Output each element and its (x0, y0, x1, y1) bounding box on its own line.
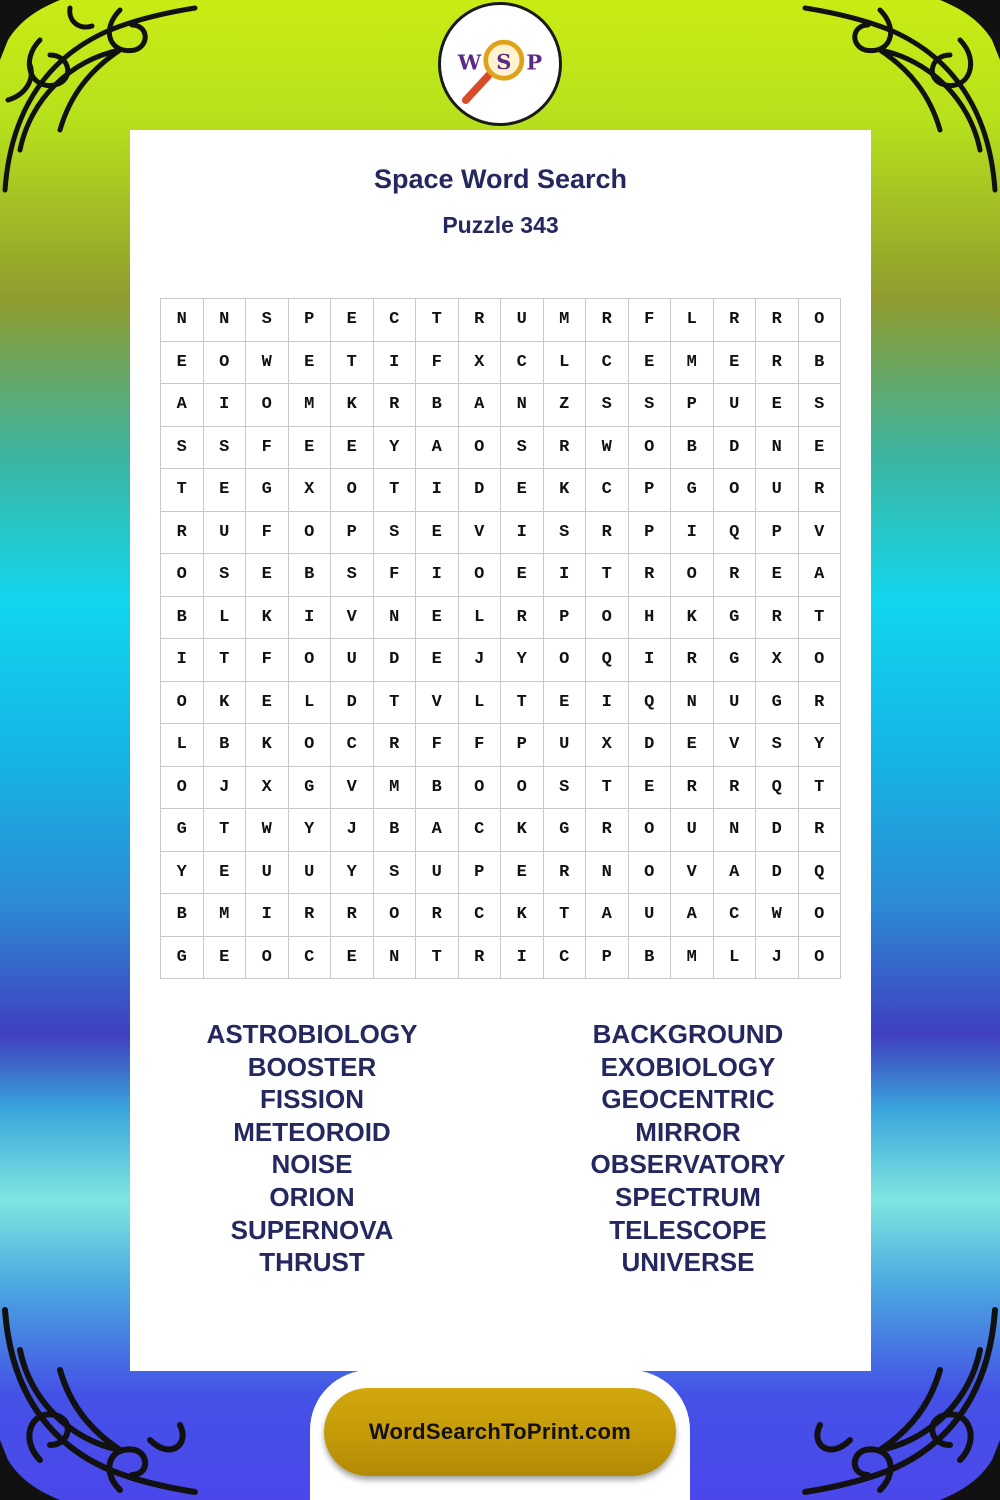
grid-cell[interactable]: R (416, 894, 459, 937)
grid-cell[interactable]: U (246, 852, 289, 895)
grid-cell[interactable]: L (459, 597, 502, 640)
grid-cell[interactable]: O (246, 937, 289, 980)
grid-cell[interactable]: O (799, 639, 842, 682)
grid-cell[interactable]: O (459, 427, 502, 470)
grid-cell[interactable]: S (204, 427, 247, 470)
grid-cell[interactable]: D (629, 724, 672, 767)
word-list-item: FISSION (259, 1084, 364, 1115)
word-list-item: OBSERVATORY (590, 1149, 786, 1180)
grid-cell[interactable]: M (204, 894, 247, 937)
grid-cell[interactable]: E (161, 342, 204, 385)
grid-cell[interactable]: P (331, 512, 374, 555)
word-list-item: UNIVERSE (621, 1247, 755, 1278)
grid-cell[interactable]: P (629, 469, 672, 512)
word-list-item: METEOROID (233, 1116, 391, 1147)
grid-cell[interactable]: D (374, 639, 417, 682)
grid-cell[interactable]: O (799, 894, 842, 937)
word-list-left-column (162, 1018, 462, 1279)
grid-cell[interactable]: O (799, 937, 842, 980)
logo-letter-w: W (457, 49, 482, 75)
grid-cell[interactable]: E (331, 427, 374, 470)
grid-cell[interactable]: L (161, 724, 204, 767)
grid-cell[interactable]: K (544, 469, 587, 512)
grid-cell[interactable]: A (416, 809, 459, 852)
grid-cell[interactable]: O (289, 724, 332, 767)
grid-cell[interactable]: E (501, 554, 544, 597)
grid-cell[interactable]: S (161, 427, 204, 470)
grid-cell[interactable]: H (629, 597, 672, 640)
grid-cell[interactable]: I (416, 554, 459, 597)
grid-cell[interactable]: G (246, 469, 289, 512)
grid-cell[interactable]: X (246, 767, 289, 810)
grid-cell[interactable]: E (204, 937, 247, 980)
grid-cell[interactable]: O (586, 597, 629, 640)
grid-cell[interactable]: Q (586, 639, 629, 682)
grid-cell[interactable]: L (459, 682, 502, 725)
grid-cell[interactable]: N (714, 809, 757, 852)
grid-cell[interactable]: W (756, 894, 799, 937)
grid-cell[interactable]: C (374, 299, 417, 342)
grid-cell[interactable]: V (799, 512, 842, 555)
grid-cell[interactable]: E (416, 597, 459, 640)
grid-cell[interactable]: M (671, 937, 714, 980)
grid-cell[interactable]: I (374, 342, 417, 385)
grid-cell[interactable]: I (501, 512, 544, 555)
word-list-item: MIRROR (635, 1116, 741, 1147)
grid-cell[interactable]: Y (799, 724, 842, 767)
site-logo[interactable] (438, 2, 562, 126)
grid-cell[interactable]: P (756, 512, 799, 555)
grid-cell[interactable]: R (374, 384, 417, 427)
grid-cell[interactable]: T (204, 809, 247, 852)
grid-cell[interactable]: L (671, 299, 714, 342)
grid-cell[interactable]: U (204, 512, 247, 555)
grid-cell[interactable]: F (629, 299, 672, 342)
grid-cell[interactable]: C (544, 937, 587, 980)
grid-cell[interactable]: U (629, 894, 672, 937)
grid-cell[interactable]: R (459, 299, 502, 342)
grid-cell[interactable]: V (416, 682, 459, 725)
grid-cell[interactable]: A (161, 384, 204, 427)
grid-cell[interactable]: E (501, 852, 544, 895)
grid-cell[interactable]: I (161, 639, 204, 682)
grid-cell[interactable]: B (289, 554, 332, 597)
grid-cell[interactable]: C (459, 894, 502, 937)
word-list-item: TELESCOPE (609, 1214, 767, 1245)
grid-cell[interactable]: T (501, 682, 544, 725)
grid-cell[interactable]: E (714, 342, 757, 385)
grid-cell[interactable]: Y (161, 852, 204, 895)
grid-cell[interactable]: R (799, 809, 842, 852)
grid-cell[interactable]: E (629, 767, 672, 810)
grid-cell[interactable]: O (289, 639, 332, 682)
grid-cell[interactable]: P (671, 384, 714, 427)
grid-cell[interactable]: R (586, 512, 629, 555)
grid-cell[interactable]: P (459, 852, 502, 895)
grid-cell[interactable]: U (416, 852, 459, 895)
grid-cell[interactable]: R (756, 597, 799, 640)
grid-cell[interactable]: O (501, 767, 544, 810)
grid-cell[interactable]: N (756, 427, 799, 470)
word-list-item: NOISE (271, 1149, 353, 1180)
grid-cell[interactable]: P (544, 597, 587, 640)
grid-cell[interactable]: M (544, 299, 587, 342)
grid-cell[interactable]: E (501, 469, 544, 512)
grid-cell[interactable]: R (459, 937, 502, 980)
grid-cell[interactable]: J (756, 937, 799, 980)
grid-cell[interactable]: S (501, 427, 544, 470)
grid-cell[interactable]: T (586, 767, 629, 810)
grid-cell[interactable]: I (671, 512, 714, 555)
grid-cell[interactable]: Y (501, 639, 544, 682)
grid-cell[interactable]: O (289, 512, 332, 555)
grid-cell[interactable]: K (246, 597, 289, 640)
grid-cell[interactable]: Q (629, 682, 672, 725)
grid-cell[interactable]: N (586, 852, 629, 895)
grid-cell[interactable]: S (246, 299, 289, 342)
grid-cell[interactable]: E (246, 682, 289, 725)
page-title: Space Word Search (373, 164, 628, 194)
grid-cell[interactable]: R (629, 554, 672, 597)
grid-cell[interactable]: I (501, 937, 544, 980)
word-list-right-column (538, 1018, 838, 1279)
grid-cell[interactable]: R (544, 427, 587, 470)
word-list-item: SUPERNOVA (230, 1214, 394, 1245)
grid-cell[interactable]: S (331, 554, 374, 597)
grid-cell[interactable]: X (586, 724, 629, 767)
grid-cell[interactable]: G (714, 597, 757, 640)
grid-cell[interactable]: S (204, 554, 247, 597)
grid-cell[interactable]: N (671, 682, 714, 725)
grid-cell[interactable]: E (671, 724, 714, 767)
grid-cell[interactable]: Q (799, 852, 842, 895)
grid-cell[interactable]: K (204, 682, 247, 725)
grid-cell[interactable]: C (501, 342, 544, 385)
grid-cell[interactable]: F (374, 554, 417, 597)
grid-cell[interactable]: T (374, 682, 417, 725)
grid-cell[interactable]: P (501, 724, 544, 767)
grid-cell[interactable]: N (501, 384, 544, 427)
grid-cell[interactable]: A (416, 427, 459, 470)
grid-cell[interactable]: T (586, 554, 629, 597)
grid-cell[interactable]: O (161, 767, 204, 810)
grid-cell[interactable]: O (629, 809, 672, 852)
grid-cell[interactable]: E (331, 937, 374, 980)
grid-cell[interactable]: E (331, 299, 374, 342)
grid-cell[interactable]: U (501, 299, 544, 342)
grid-cell[interactable]: K (501, 809, 544, 852)
grid-cell[interactable]: G (544, 809, 587, 852)
grid-cell[interactable]: R (586, 299, 629, 342)
grid-cell[interactable]: K (501, 894, 544, 937)
grid-cell[interactable]: N (204, 299, 247, 342)
word-list-item: SPECTRUM (615, 1181, 761, 1212)
grid-cell[interactable]: B (161, 894, 204, 937)
grid-cell[interactable]: T (161, 469, 204, 512)
grid-cell[interactable]: R (331, 894, 374, 937)
grid-cell[interactable]: K (671, 597, 714, 640)
grid-cell[interactable]: D (459, 469, 502, 512)
grid-cell[interactable]: R (289, 894, 332, 937)
grid-cell[interactable]: E (756, 384, 799, 427)
grid-cell[interactable]: S (799, 384, 842, 427)
grid-cell[interactable]: E (544, 682, 587, 725)
grid-cell[interactable]: L (714, 937, 757, 980)
logo-letter-p: P (526, 49, 543, 75)
grid-cell[interactable]: A (459, 384, 502, 427)
word-list-item: BACKGROUND (592, 1019, 784, 1049)
grid-cell[interactable]: S (544, 512, 587, 555)
grid-cell[interactable]: T (416, 937, 459, 980)
grid-cell[interactable]: J (204, 767, 247, 810)
grid-cell[interactable]: I (629, 639, 672, 682)
grid-cell[interactable]: B (799, 342, 842, 385)
grid-cell[interactable]: R (714, 554, 757, 597)
word-list-item: EXOBIOLOGY (600, 1051, 776, 1082)
grid-cell[interactable]: E (204, 852, 247, 895)
grid-cell[interactable]: G (289, 767, 332, 810)
grid-cell[interactable]: L (204, 597, 247, 640)
grid-cell[interactable]: F (416, 724, 459, 767)
grid-cell[interactable]: R (799, 682, 842, 725)
grid-cell[interactable]: Z (544, 384, 587, 427)
grid-cell[interactable]: B (671, 427, 714, 470)
grid-cell[interactable]: U (289, 852, 332, 895)
grid-cell[interactable]: E (289, 342, 332, 385)
grid-cell[interactable]: I (544, 554, 587, 597)
grid-cell[interactable]: O (331, 469, 374, 512)
grid-cell[interactable]: R (671, 639, 714, 682)
grid-cell[interactable]: O (629, 852, 672, 895)
grid-cell[interactable]: R (161, 512, 204, 555)
grid-cell[interactable]: O (246, 384, 289, 427)
grid-cell[interactable]: I (246, 894, 289, 937)
grid-cell[interactable]: E (416, 512, 459, 555)
grid-cell[interactable]: N (374, 597, 417, 640)
grid-cell[interactable]: C (459, 809, 502, 852)
grid-cell[interactable]: B (204, 724, 247, 767)
grid-cell[interactable]: O (161, 554, 204, 597)
grid-cell[interactable]: B (416, 384, 459, 427)
grid-cell[interactable]: R (586, 809, 629, 852)
grid-cell[interactable]: S (756, 724, 799, 767)
grid-cell[interactable]: B (416, 767, 459, 810)
magnifier-logo-icon (441, 5, 559, 123)
grid-cell[interactable]: U (331, 639, 374, 682)
grid-cell[interactable]: R (799, 469, 842, 512)
grid-cell[interactable]: Y (374, 427, 417, 470)
grid-cell[interactable]: O (459, 554, 502, 597)
grid-cell[interactable]: U (756, 469, 799, 512)
grid-cell[interactable]: D (331, 682, 374, 725)
grid-cell[interactable]: R (501, 597, 544, 640)
grid-cell[interactable]: J (331, 809, 374, 852)
grid-cell[interactable]: F (246, 427, 289, 470)
grid-cell[interactable]: W (246, 809, 289, 852)
grid-cell[interactable]: E (416, 639, 459, 682)
grid-cell[interactable]: G (756, 682, 799, 725)
grid-cell[interactable]: G (714, 639, 757, 682)
grid-cell[interactable]: N (374, 937, 417, 980)
letter-grid[interactable] (160, 298, 841, 979)
grid-cell[interactable]: V (671, 852, 714, 895)
grid-cell[interactable]: A (586, 894, 629, 937)
grid-cell[interactable]: E (756, 554, 799, 597)
website-link-button[interactable]: WordSearchToPrint.com (324, 1388, 676, 1476)
grid-cell[interactable]: R (756, 299, 799, 342)
grid-cell[interactable]: B (374, 809, 417, 852)
grid-cell[interactable]: I (289, 597, 332, 640)
grid-cell[interactable]: G (671, 469, 714, 512)
grid-cell[interactable]: X (459, 342, 502, 385)
grid-cell[interactable]: I (204, 384, 247, 427)
grid-cell[interactable]: R (671, 767, 714, 810)
logo-letter-s: S (496, 48, 512, 74)
grid-cell[interactable]: K (246, 724, 289, 767)
grid-cell[interactable]: O (629, 427, 672, 470)
grid-cell[interactable]: R (756, 342, 799, 385)
grid-cell[interactable]: N (161, 299, 204, 342)
grid-cell[interactable]: F (416, 342, 459, 385)
grid-cell[interactable]: E (246, 554, 289, 597)
grid-cell[interactable]: U (671, 809, 714, 852)
grid-cell[interactable]: L (544, 342, 587, 385)
grid-cell[interactable]: O (204, 342, 247, 385)
grid-cell[interactable]: A (799, 554, 842, 597)
grid-cell[interactable]: T (799, 767, 842, 810)
grid-cell[interactable]: F (459, 724, 502, 767)
grid-cell[interactable]: D (714, 427, 757, 470)
grid-cell[interactable]: W (246, 342, 289, 385)
grid-cell[interactable]: T (416, 299, 459, 342)
grid-cell[interactable]: M (289, 384, 332, 427)
grid-cell[interactable]: D (756, 809, 799, 852)
grid-cell[interactable]: V (459, 512, 502, 555)
grid-cell[interactable]: F (246, 639, 289, 682)
grid-cell[interactable]: P (586, 937, 629, 980)
grid-cell[interactable]: V (714, 724, 757, 767)
grid-cell[interactable]: X (289, 469, 332, 512)
grid-cell[interactable]: Y (289, 809, 332, 852)
grid-cell[interactable]: M (671, 342, 714, 385)
grid-cell[interactable]: A (714, 852, 757, 895)
grid-cell[interactable]: E (204, 469, 247, 512)
grid-cell[interactable]: T (799, 597, 842, 640)
grid-cell[interactable]: S (374, 852, 417, 895)
grid-cell[interactable]: V (331, 597, 374, 640)
grid-cell[interactable]: T (374, 469, 417, 512)
grid-cell[interactable]: G (161, 809, 204, 852)
grid-cell[interactable]: P (629, 512, 672, 555)
word-list-item: ORION (269, 1181, 355, 1212)
grid-cell[interactable]: T (331, 342, 374, 385)
grid-cell[interactable]: C (586, 469, 629, 512)
grid-cell[interactable]: R (714, 299, 757, 342)
grid-cell[interactable]: R (714, 767, 757, 810)
grid-cell[interactable]: S (629, 384, 672, 427)
word-list-item: ASTROBIOLOGY (206, 1019, 418, 1049)
grid-cell[interactable]: C (586, 342, 629, 385)
grid-cell[interactable]: E (629, 342, 672, 385)
grid-cell[interactable]: U (544, 724, 587, 767)
grid-cell[interactable]: O (459, 767, 502, 810)
grid-cell[interactable]: B (629, 937, 672, 980)
grid-cell[interactable]: J (459, 639, 502, 682)
grid-cell[interactable]: E (289, 427, 332, 470)
grid-cell[interactable]: O (544, 639, 587, 682)
puzzle-number: Puzzle 343 (442, 212, 559, 238)
grid-cell[interactable]: C (289, 937, 332, 980)
grid-cell[interactable]: I (416, 469, 459, 512)
grid-cell[interactable]: G (161, 937, 204, 980)
grid-cell[interactable]: S (544, 767, 587, 810)
grid-cell[interactable]: O (799, 299, 842, 342)
grid-cell[interactable]: O (374, 894, 417, 937)
grid-cell[interactable]: S (586, 384, 629, 427)
grid-cell[interactable]: K (331, 384, 374, 427)
grid-cell[interactable]: Y (331, 852, 374, 895)
grid-cell[interactable]: F (246, 512, 289, 555)
grid-cell[interactable]: Q (714, 512, 757, 555)
grid-cell[interactable]: C (714, 894, 757, 937)
puzzle-panel (130, 130, 871, 1371)
grid-cell[interactable]: T (204, 639, 247, 682)
grid-cell[interactable]: U (714, 682, 757, 725)
grid-cell[interactable]: M (374, 767, 417, 810)
grid-cell[interactable]: L (289, 682, 332, 725)
grid-cell[interactable]: O (161, 682, 204, 725)
grid-cell[interactable]: S (374, 512, 417, 555)
grid-cell[interactable]: I (586, 682, 629, 725)
grid-cell[interactable]: D (756, 852, 799, 895)
grid-cell[interactable]: V (331, 767, 374, 810)
word-list-item: THRUST (259, 1247, 365, 1278)
grid-cell[interactable]: A (671, 894, 714, 937)
grid-cell[interactable]: B (161, 597, 204, 640)
grid-cell[interactable]: O (714, 469, 757, 512)
grid-cell[interactable]: W (586, 427, 629, 470)
grid-cell[interactable]: R (374, 724, 417, 767)
grid-cell[interactable]: Q (756, 767, 799, 810)
grid-cell[interactable]: U (714, 384, 757, 427)
grid-cell[interactable]: X (756, 639, 799, 682)
word-list-item: BOOSTER (247, 1051, 377, 1082)
grid-cell[interactable]: T (544, 894, 587, 937)
grid-cell[interactable]: E (799, 427, 842, 470)
grid-cell[interactable]: R (544, 852, 587, 895)
word-list-item: GEOCENTRIC (601, 1084, 775, 1115)
grid-cell[interactable]: P (289, 299, 332, 342)
grid-cell[interactable]: O (671, 554, 714, 597)
grid-cell[interactable]: C (331, 724, 374, 767)
